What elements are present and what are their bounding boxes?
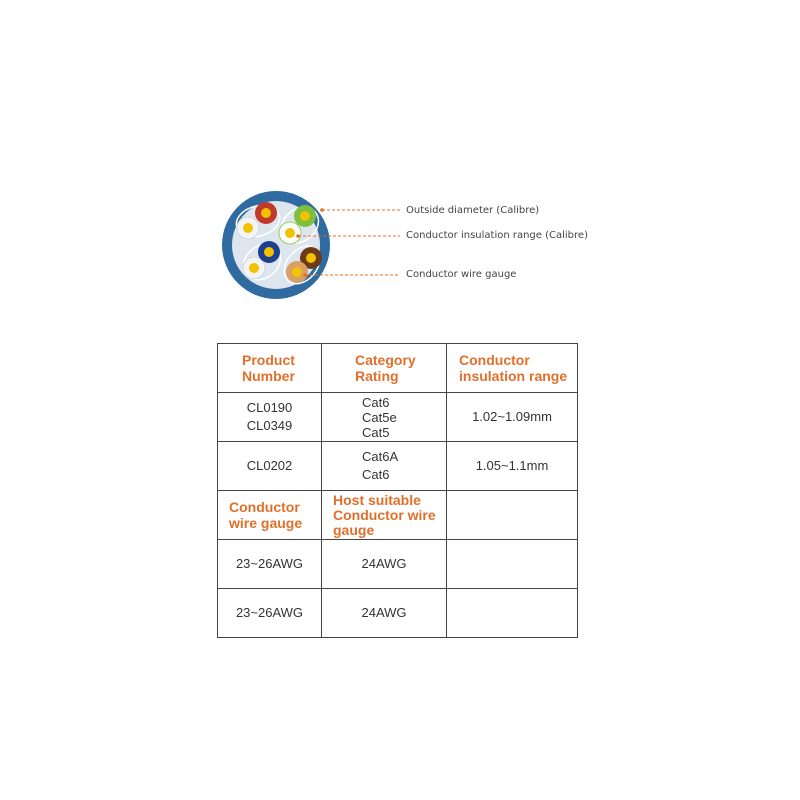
callout-insulation-range: Conductor insulation range (Calibre) [406,230,588,241]
header-product-number: Product Number [218,344,322,393]
cell-category: Cat6 Cat5e Cat5 [322,393,447,442]
cable-cross-section-diagram [0,0,800,320]
table-row [218,540,578,589]
cell-host-gauge: 24AWG [322,540,447,589]
cell-product: CL0202 [218,442,322,491]
cell-host-gauge: 24AWG [322,589,447,638]
cell-empty [447,589,578,638]
callout-outside-diameter: Outside diameter (Calibre) [406,205,540,216]
table-row [218,393,578,442]
cell-product: CL0190 CL0349 [218,393,322,442]
conductor-core [261,208,271,218]
conductor-core [249,263,259,273]
conductor-core [300,211,310,221]
conductor-core [243,223,253,233]
table-header-row [218,491,578,540]
cell-gauge: 23~26AWG [218,589,322,638]
table-header-row [218,344,578,393]
table-row [218,442,578,491]
cell-range: 1.02~1.09mm [447,393,578,442]
table-row [218,589,578,638]
conductor-core [285,228,295,238]
cell-empty [447,540,578,589]
header-empty [447,491,578,540]
leader-dot [303,273,307,277]
spec-table [217,343,578,638]
cell-range: 1.05~1.1mm [447,442,578,491]
header-category-rating: Category Rating [322,344,447,393]
callout-wire-gauge: Conductor wire gauge [406,269,517,280]
header-insulation-range: Conductor insulation range [447,344,578,393]
header-host-suitable-gauge: Host suitable Conductor wire gauge [322,491,447,540]
leader-dot [296,234,300,238]
conductor-core [264,247,274,257]
cell-category: Cat6A Cat6 [322,442,447,491]
header-wire-gauge: Conductor wire gauge [218,491,322,540]
leader-dot [320,208,324,212]
conductor-core [292,267,302,277]
conductor-core [306,253,316,263]
cell-gauge: 23~26AWG [218,540,322,589]
